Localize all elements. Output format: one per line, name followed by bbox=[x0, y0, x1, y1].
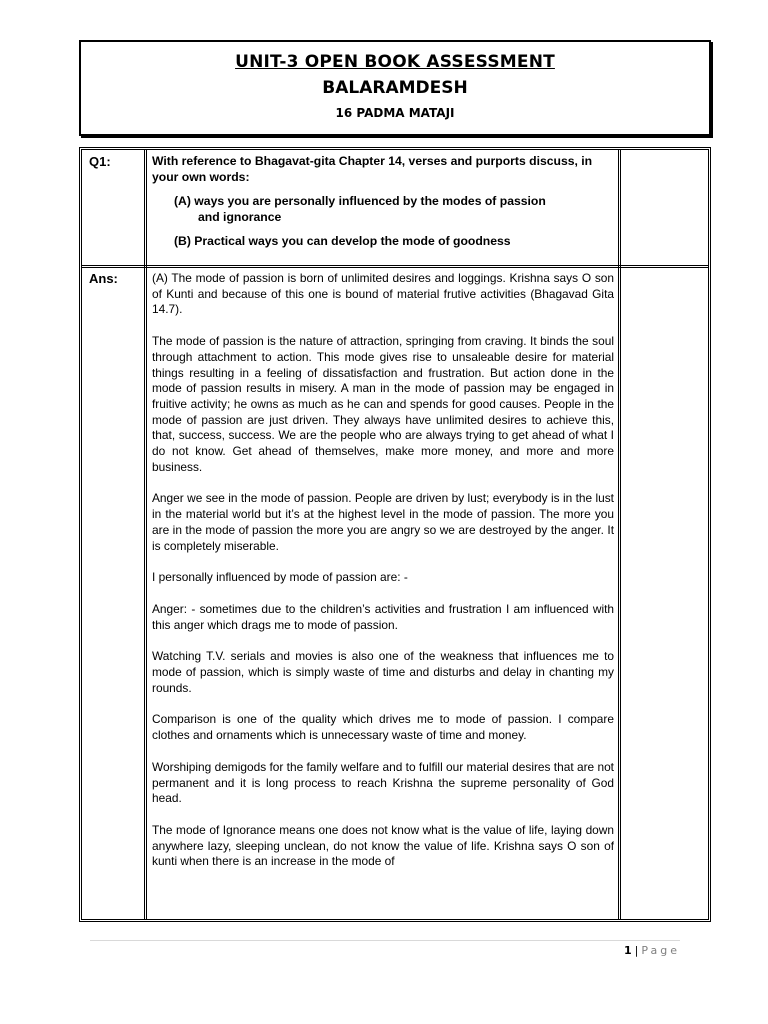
question-part-a-line2: and ignorance bbox=[198, 209, 282, 224]
document-title: UNIT-3 OPEN BOOK ASSESSMENT bbox=[235, 52, 555, 72]
answer-paragraph: (A) The mode of passion is born of unlimited desires and loggings. Krishna says O son of Kunti and because of this one is bound of material frutive activities (Bhagavad Gita 14.7). bbox=[152, 271, 614, 317]
question-part-b: (B) Practical ways you can develop the mode of goodness bbox=[174, 234, 511, 248]
document-subtitle: BALARAMDESH bbox=[322, 78, 468, 98]
question-answer-table bbox=[79, 147, 711, 922]
page-separator: | bbox=[634, 944, 639, 957]
author-name: 16 PADMA MATAJI bbox=[335, 106, 455, 120]
answer-paragraph: Comparison is one of the quality which drives me to mode of passion. I compare clothes and ornaments which is unnecessary waste of time and money. bbox=[152, 712, 614, 743]
answer-label: Ans: bbox=[89, 271, 118, 286]
answer-paragraph: Anger: - sometimes due to the children’s activities and frustration I am influenced with this anger which drags me to mode of passion. bbox=[152, 601, 614, 632]
answer-paragraph: Worshiping demigods for the family welfare and to fulfill our material desires that are not permanent and it is long process to reach Krishna the supreme personality of God head. bbox=[152, 759, 614, 806]
answer-text bbox=[152, 271, 614, 919]
question-text bbox=[152, 154, 617, 250]
page-footer bbox=[624, 944, 680, 957]
page-number: 1 bbox=[623, 944, 632, 957]
footer-divider bbox=[90, 940, 680, 941]
page-word: Page bbox=[641, 944, 680, 957]
answer-paragraph: Watching T.V. serials and movies is also one of the weakness that influences me to mode of passion, which is simply waste of time and disturbs and delay in chanting my rounds. bbox=[152, 649, 614, 695]
question-intro: With reference to Bhagavat-gita Chapter 14, verses and purports discuss, in your own words: bbox=[152, 154, 593, 184]
row-divider bbox=[82, 265, 708, 268]
question-part-a-line1: (A) ways you are personally influenced by the modes of passion bbox=[174, 194, 546, 208]
answer-paragraph: The mode of Ignorance means one does not know what is the value of life, laying down anywhere lazy, sleeping unclean, do not know the value of life. Krishna says O son of kunti when there is an increase in the mode of bbox=[152, 822, 614, 869]
answer-paragraph: The mode of passion is the nature of attraction, springing from craving. It binds the soul through attachment to action. This mode gives rise to unsaleable desire for material things resulting in a feeling of dissatisfaction and frustration. But action done in the mode of passion results in misery. A man in the mode of passion may be engaged in fruitive activity; he owns as much as he can and spends for good causes. People in the mode of passion are just driven. They always have unlimited desires to achieve this, that, success, success. We are the people who are always trying to get ahead of what I do not know. Get ahead of themselves, make more money, and more and more business. bbox=[152, 334, 614, 474]
title-block bbox=[79, 40, 711, 136]
question-label: Q1: bbox=[89, 154, 111, 169]
answer-paragraph: Anger we see in the mode of passion. People are driven by lust; everybody is in the lust in the material world but it’s at the highest level in the mode of passion. The more you are in the mode of passion the more you are angry so we are destroyed by the anger. It is completely miserable. bbox=[152, 491, 614, 553]
question-part-a bbox=[152, 194, 617, 225]
answer-paragraph: I personally influenced by mode of passion are: - bbox=[152, 570, 408, 585]
